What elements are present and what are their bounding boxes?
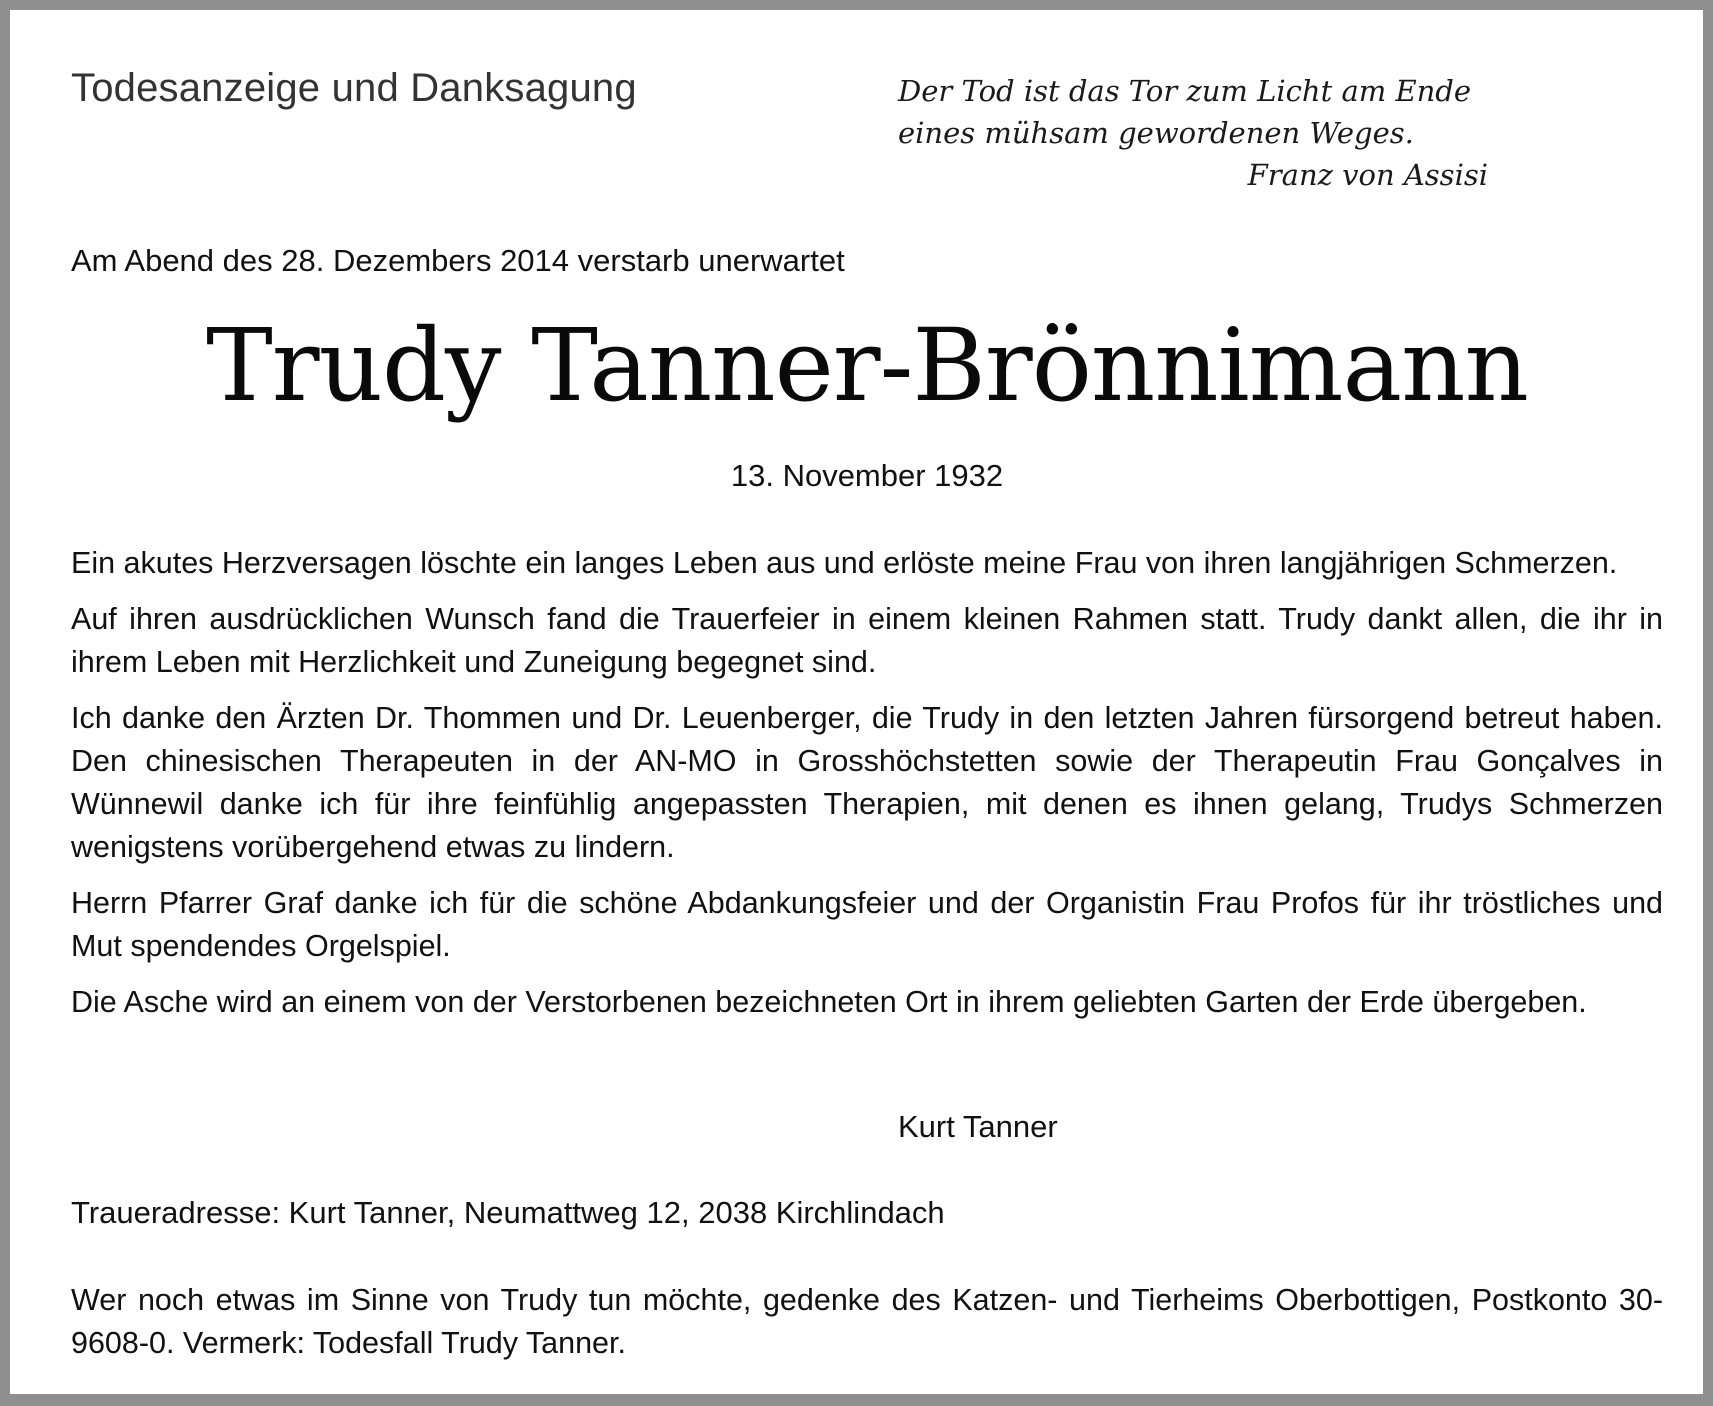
notice-heading: Todesanzeige und Danksagung (71, 66, 637, 110)
body-paragraph: Ein akutes Herzversagen löschte ein langes Leben aus und erlöste meine Frau von ihren langjährigen Schmerzen. (71, 546, 1618, 580)
mourning-address: Traueradresse: Kurt Tanner, Neumattweg 12, 2038 Kirchlindach (71, 1195, 945, 1230)
donation-note (71, 1279, 1663, 1365)
body-paragraph: Auf ihren ausdrücklichen Wunsch fand die Trauerfeier in einem kleinen Rahmen statt. Trudy dankt allen, die ihr in ihrem Leben mit Herzlichkeit und Zuneigung begegnet sind. (71, 602, 1663, 679)
birth-date: 13. November 1932 (730, 458, 1004, 493)
notice-content (71, 10, 1663, 1390)
quote-line-1: Der Tod ist das Tor zum Licht am Ende (898, 74, 1472, 108)
body-paragraph: Herrn Pfarrer Graf danke ich für die schöne Abdankungsfeier und der Organistin Frau Profos für ihr tröstliches und Mut spendendes Orgelspiel. (71, 886, 1663, 963)
signature-name: Kurt Tanner (898, 1109, 1058, 1144)
body-paragraph: Die Asche wird an einem von der Verstorbenen bezeichneten Ort in ihrem geliebten Garten der Erde übergeben. (71, 985, 1587, 1019)
death-intro: Am Abend des 28. Dezembers 2014 verstarb unerwartet (71, 243, 845, 278)
notice-body (71, 542, 1663, 1037)
epigraph-quote (898, 70, 1488, 196)
quote-author: Franz von Assisi (1247, 158, 1488, 192)
quote-line-2: eines mühsam gewordenen Weges. (898, 116, 1414, 150)
donation-text: Wer noch etwas im Sinne von Trudy tun möchte, gedenke des Katzen- und Tierheims Oberbottigen, Postkonto 30-9608-0. Vermerk: Todesfall Trudy Tanner. (71, 1283, 1663, 1360)
deceased-name: Trudy Tanner-Brönnimann (206, 307, 1528, 424)
body-paragraph: Ich danke den Ärzten Dr. Thommen und Dr. Leuenberger, die Trudy in den letzten Jahren fürsorgend betreut haben. Den chinesischen Therapeuten in der AN-MO in Grosshöchstetten sowie der Therapeutin Frau Gonçalves in Wünnewil danke ich für ihre feinfühlig angepassten Therapien, mit denen es ihnen gelang, Trudys Schmerzen wenigstens vorübergehend etwas zu lindern. (71, 701, 1663, 864)
